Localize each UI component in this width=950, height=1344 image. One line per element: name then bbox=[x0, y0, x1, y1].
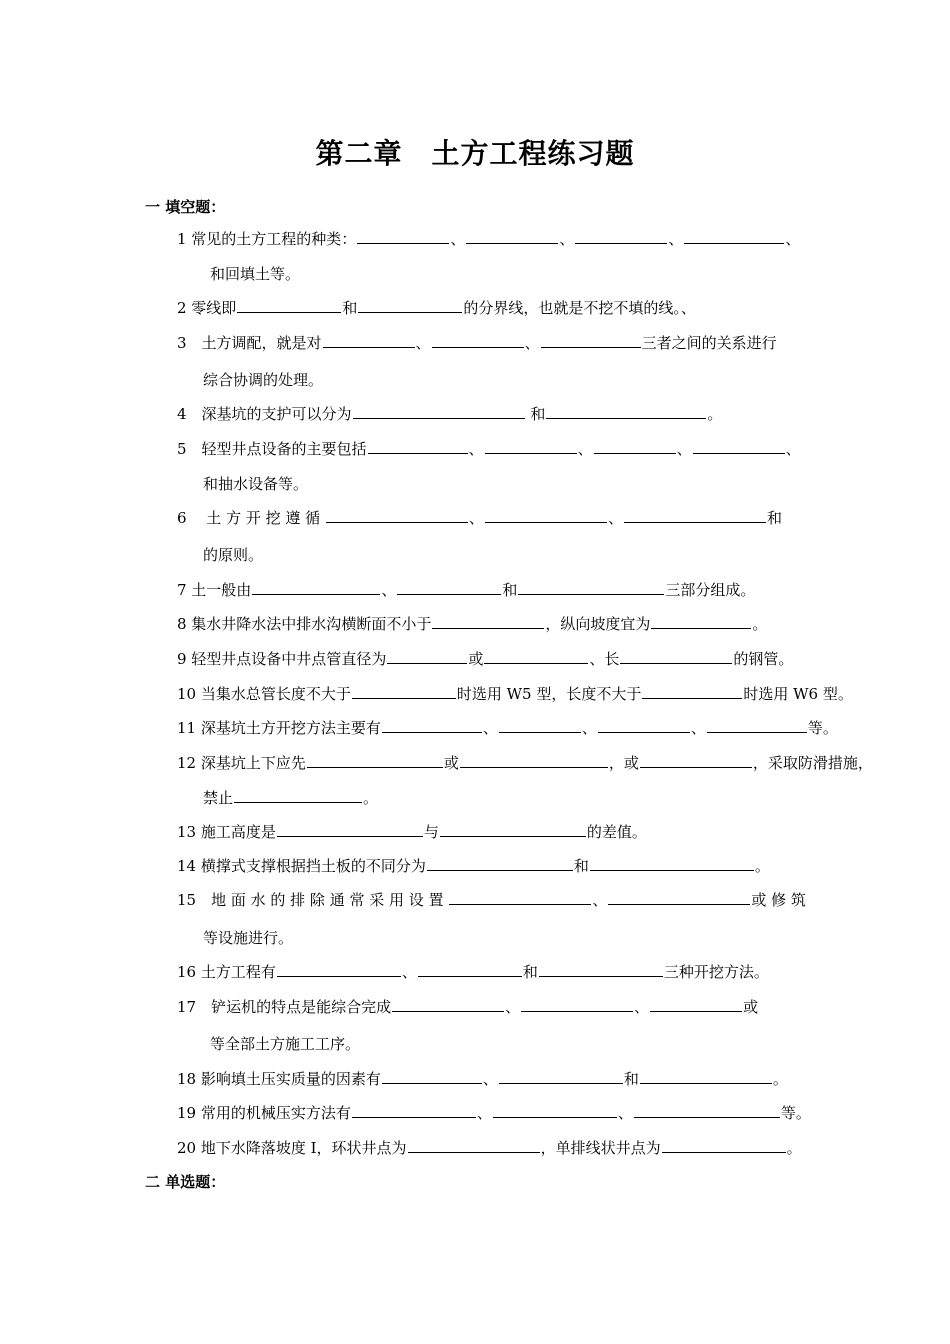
question-line bbox=[203, 474, 308, 494]
answer-blank[interactable] bbox=[499, 718, 581, 733]
question-text: 和 bbox=[525, 405, 546, 423]
question-text: 综合协调的处理。 bbox=[203, 371, 324, 389]
answer-blank[interactable] bbox=[418, 962, 522, 977]
answer-blank[interactable] bbox=[432, 333, 524, 348]
question-text: 和 bbox=[502, 581, 518, 599]
page-title: 第二章 土方工程练习题 bbox=[315, 137, 635, 170]
question-text: 和 bbox=[342, 299, 358, 317]
question-line bbox=[177, 997, 758, 1017]
question-text: 或 bbox=[443, 754, 459, 772]
question-text: 三部分组成。 bbox=[665, 581, 756, 599]
answer-blank[interactable] bbox=[353, 404, 525, 419]
question-text: 、 bbox=[559, 230, 575, 248]
question-line bbox=[177, 649, 793, 669]
question-line bbox=[177, 718, 838, 738]
question-text: 的差值。 bbox=[586, 823, 647, 841]
answer-blank[interactable] bbox=[651, 614, 751, 629]
answer-blank[interactable] bbox=[521, 997, 633, 1012]
question-line bbox=[177, 1069, 788, 1089]
question-text: 15 地 面 水 的 排 除 通 常 采 用 设 置 bbox=[177, 891, 449, 909]
section-heading-fill-in: 一 填空题： bbox=[145, 198, 226, 216]
question-text: 5 轻型井点设备的主要包括 bbox=[177, 440, 367, 458]
question-text: 和回填土等。 bbox=[210, 265, 301, 283]
answer-blank[interactable] bbox=[358, 298, 462, 313]
answer-blank[interactable] bbox=[397, 580, 501, 595]
answer-blank[interactable] bbox=[427, 856, 573, 871]
question-text: 和抽水设备等。 bbox=[203, 475, 309, 493]
answer-blank[interactable] bbox=[252, 580, 380, 595]
answer-blank[interactable] bbox=[368, 439, 468, 454]
answer-blank[interactable] bbox=[352, 1103, 476, 1118]
question-text: 4 深基坑的支护可以分为 bbox=[177, 405, 352, 423]
question-text: 和 bbox=[766, 509, 782, 527]
question-text: 等全部土方施工工序。 bbox=[210, 1035, 361, 1053]
question-text: 等。 bbox=[780, 1104, 811, 1122]
question-text: 、 bbox=[690, 719, 706, 737]
question-text: ，纵向坡度宜为 bbox=[545, 615, 651, 633]
question-text: ，采取防滑措施， bbox=[752, 754, 873, 772]
answer-blank[interactable] bbox=[707, 718, 807, 733]
answer-blank[interactable] bbox=[277, 962, 401, 977]
answer-blank[interactable] bbox=[387, 649, 467, 664]
question-text: 、 bbox=[592, 891, 608, 909]
question-text: 或 修 筑 bbox=[751, 891, 806, 909]
answer-blank[interactable] bbox=[392, 997, 504, 1012]
question-text: 三种开挖方法。 bbox=[663, 963, 769, 981]
question-text: 。 bbox=[772, 1070, 788, 1088]
question-text: 、 bbox=[401, 963, 417, 981]
question-line bbox=[177, 1138, 802, 1158]
question-text: 18 影响填土压实质量的因素有 bbox=[177, 1070, 381, 1088]
question-line bbox=[177, 298, 696, 318]
answer-blank[interactable] bbox=[640, 1069, 772, 1084]
question-line bbox=[210, 264, 300, 284]
question-text: 、 bbox=[482, 1070, 498, 1088]
question-line bbox=[177, 404, 722, 424]
answer-blank[interactable] bbox=[323, 333, 415, 348]
question-text: 、 bbox=[524, 334, 540, 352]
section-heading-single-choice: 二 单选题： bbox=[145, 1173, 226, 1191]
answer-blank[interactable] bbox=[382, 1069, 482, 1084]
question-text: 。 bbox=[707, 405, 723, 423]
question-text: 的钢管。 bbox=[733, 650, 794, 668]
answer-blank[interactable] bbox=[466, 229, 558, 244]
question-text: 、 bbox=[415, 334, 431, 352]
answer-blank[interactable] bbox=[237, 298, 341, 313]
answer-blank[interactable] bbox=[693, 439, 785, 454]
answer-blank[interactable] bbox=[598, 718, 690, 733]
answer-blank[interactable] bbox=[357, 229, 449, 244]
question-text: 20 地下水降落坡度 I，环状井点为 bbox=[177, 1139, 407, 1157]
answer-blank[interactable] bbox=[541, 333, 641, 348]
answer-blank[interactable] bbox=[234, 788, 362, 803]
answer-blank[interactable] bbox=[539, 962, 663, 977]
answer-blank[interactable] bbox=[634, 1103, 780, 1118]
question-text: 、 bbox=[607, 509, 623, 527]
answer-blank[interactable] bbox=[642, 684, 742, 699]
question-text: 11 深基坑土方开挖方法主要有 bbox=[177, 719, 381, 737]
question-text: 1 常见的土方工程的种类： bbox=[177, 230, 357, 248]
question-text: 与 bbox=[423, 823, 439, 841]
question-line bbox=[203, 545, 263, 565]
question-text: 、 bbox=[482, 719, 498, 737]
answer-blank[interactable] bbox=[590, 856, 754, 871]
question-text: 、 bbox=[617, 1104, 633, 1122]
question-line bbox=[210, 1034, 360, 1054]
answer-blank[interactable] bbox=[624, 508, 766, 523]
answer-blank[interactable] bbox=[326, 508, 468, 523]
answer-blank[interactable] bbox=[408, 1138, 540, 1153]
answer-blank[interactable] bbox=[650, 997, 742, 1012]
question-text: 时选用 W5 型，长度不大于 bbox=[456, 685, 642, 703]
question-line bbox=[177, 856, 770, 876]
answer-blank[interactable] bbox=[352, 684, 456, 699]
question-text: 、 bbox=[505, 998, 521, 1016]
question-line bbox=[177, 822, 647, 842]
question-text: 、 bbox=[785, 230, 801, 248]
answer-blank[interactable] bbox=[307, 753, 443, 768]
question-text: 等设施进行。 bbox=[203, 929, 294, 947]
question-text: 、 bbox=[450, 230, 466, 248]
answer-blank[interactable] bbox=[493, 1103, 617, 1118]
answer-blank[interactable] bbox=[640, 753, 752, 768]
question-text: 、 bbox=[577, 440, 593, 458]
question-text: ，单排线状井点为 bbox=[540, 1139, 661, 1157]
question-text: 、 bbox=[668, 230, 684, 248]
question-text: 、 bbox=[785, 440, 801, 458]
question-text: 和 bbox=[522, 963, 538, 981]
question-text: 、 bbox=[468, 509, 484, 527]
question-text: 19 常用的机械压实方法有 bbox=[177, 1104, 351, 1122]
answer-blank[interactable] bbox=[608, 890, 750, 905]
question-text: ，或 bbox=[608, 754, 639, 772]
question-text: 的原则。 bbox=[203, 546, 264, 564]
question-text: 14 横撑式支撑根据挡土板的不同分为 bbox=[177, 857, 426, 875]
answer-blank[interactable] bbox=[484, 649, 588, 664]
question-text: 13 施工高度是 bbox=[177, 823, 276, 841]
question-text: 或 bbox=[743, 998, 759, 1016]
question-text: 。 bbox=[786, 1139, 802, 1157]
question-text: 、 bbox=[476, 1104, 492, 1122]
answer-blank[interactable] bbox=[440, 822, 586, 837]
question-text: 7 土一般由 bbox=[177, 581, 252, 599]
question-line bbox=[177, 684, 853, 704]
question-line bbox=[203, 370, 323, 390]
question-text: 、 bbox=[381, 581, 397, 599]
question-text: 、 bbox=[581, 719, 597, 737]
question-line bbox=[203, 928, 293, 948]
question-text: 、 bbox=[468, 440, 484, 458]
question-text: 禁止 bbox=[203, 789, 234, 807]
question-line bbox=[177, 890, 806, 910]
question-text: 时选用 W6 型。 bbox=[743, 685, 853, 703]
question-text: 16 土方工程有 bbox=[177, 963, 276, 981]
answer-blank[interactable] bbox=[485, 439, 577, 454]
question-text: 6 土 方 开 挖 遵 循 bbox=[177, 509, 325, 527]
question-text: 的分界线，也就是不挖不填的线。、 bbox=[463, 299, 696, 317]
answer-blank[interactable] bbox=[382, 718, 482, 733]
question-text: 。 bbox=[752, 615, 768, 633]
answer-blank[interactable] bbox=[546, 404, 706, 419]
question-text: 10 当集水总管长度不大于 bbox=[177, 685, 351, 703]
question-line bbox=[177, 580, 755, 600]
question-text: 9 轻型井点设备中井点管直径为 bbox=[177, 650, 387, 668]
answer-blank[interactable] bbox=[277, 822, 423, 837]
answer-blank[interactable] bbox=[485, 508, 607, 523]
question-line bbox=[177, 508, 782, 528]
answer-blank[interactable] bbox=[449, 890, 591, 905]
answer-blank[interactable] bbox=[620, 649, 732, 664]
question-text: 等。 bbox=[807, 719, 838, 737]
answer-blank[interactable] bbox=[575, 229, 667, 244]
question-line bbox=[177, 753, 873, 773]
question-text: 三者之间的关系进行 bbox=[641, 334, 777, 352]
answer-blank[interactable] bbox=[662, 1138, 786, 1153]
answer-blank[interactable] bbox=[684, 229, 784, 244]
question-text: 8 集水井降水法中排水沟横断面不小于 bbox=[177, 615, 432, 633]
question-text: 2 零线即 bbox=[177, 299, 237, 317]
question-line bbox=[177, 1103, 811, 1123]
question-text: 、 bbox=[676, 440, 692, 458]
question-text: 、长 bbox=[589, 650, 620, 668]
question-line bbox=[177, 439, 801, 459]
question-line bbox=[177, 229, 800, 249]
question-text: 或 bbox=[468, 650, 484, 668]
question-line bbox=[177, 614, 767, 634]
question-text: 17 铲运机的特点是能综合完成 bbox=[177, 998, 392, 1016]
answer-blank[interactable] bbox=[460, 753, 608, 768]
question-text: 12 深基坑上下应先 bbox=[177, 754, 306, 772]
question-text: 和 bbox=[623, 1070, 639, 1088]
question-line bbox=[177, 333, 777, 353]
question-text: 3 土方调配，就是对 bbox=[177, 334, 322, 352]
question-line bbox=[177, 962, 769, 982]
answer-blank[interactable] bbox=[594, 439, 676, 454]
question-text: 。 bbox=[754, 857, 770, 875]
question-line bbox=[203, 788, 378, 808]
question-text: 和 bbox=[573, 857, 589, 875]
answer-blank[interactable] bbox=[518, 580, 664, 595]
answer-blank[interactable] bbox=[499, 1069, 623, 1084]
question-text: 、 bbox=[634, 998, 650, 1016]
question-text: 。 bbox=[363, 789, 379, 807]
answer-blank[interactable] bbox=[432, 614, 544, 629]
